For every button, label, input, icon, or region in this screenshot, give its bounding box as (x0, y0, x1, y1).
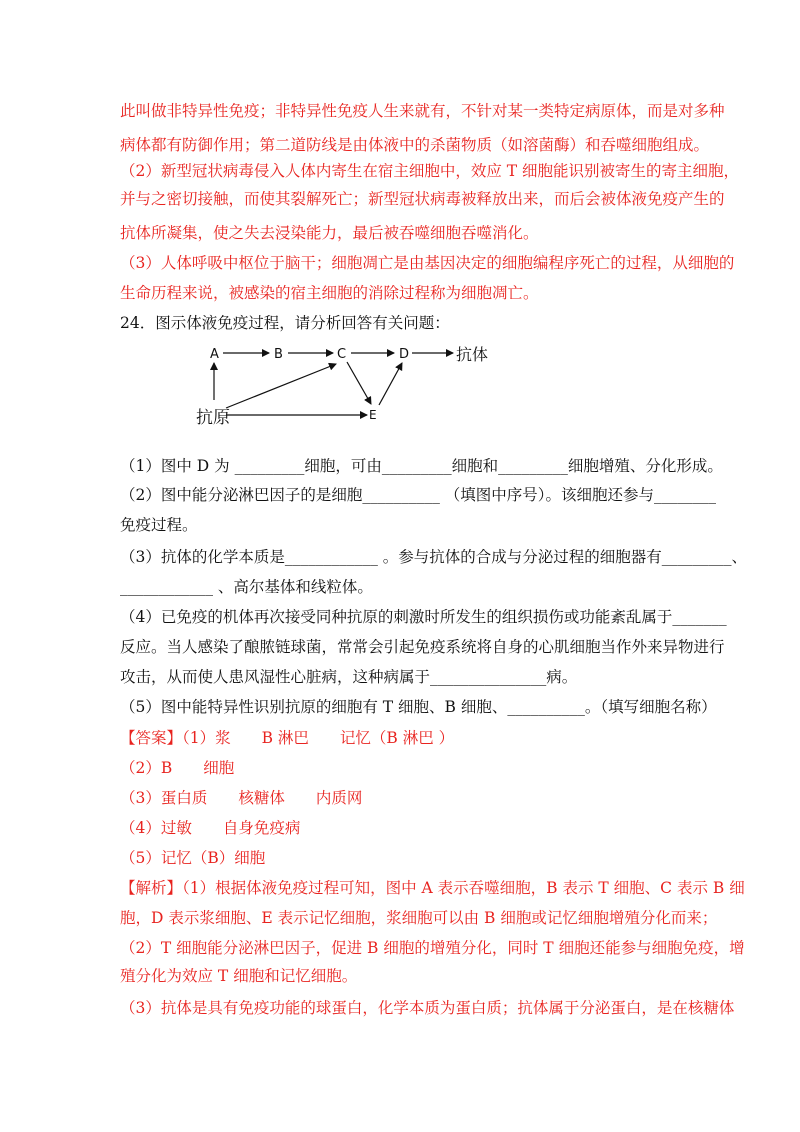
node-e: E (369, 408, 377, 422)
arrow-antigen-c (226, 364, 336, 408)
node-b: B (274, 347, 283, 362)
node-d: D (399, 347, 410, 362)
question-4-line-2: 反应。当人感染了酿脓链球菌，常常会引起免疫系统将自身的心肌细胞当作外来异物进行 (120, 638, 725, 656)
analysis-line-2: 胞，D 表示浆细胞、E 表示记忆细胞，浆细胞可以由 B 细胞或记忆细胞增殖分化而来； (120, 909, 718, 927)
question-2-line-1: （2）图中能分泌淋巴因子的是细胞__________ （填图中序号）。该细胞还参与________ (120, 486, 717, 504)
prev-answer-line-3: （2）新型冠状病毒侵入人体内寄生在宿主细胞中，效应 T 细胞能识别被寄生的寄主细胞， (120, 162, 740, 180)
prev-answer-line-6: （3）人体呼吸中枢位于脑干；细胞凋亡是由基因决定的细胞编程序死亡的过程，从细胞的 (120, 254, 735, 272)
answer-3: （3）蛋白质 核糖体 内质网 (120, 789, 363, 807)
question-5: （5）图中能特异性识别抗原的细胞有 T 细胞、B 细胞、__________。（填写细胞名称） (120, 698, 717, 716)
answer-4: （4）过敏 自身免疫病 (120, 819, 301, 837)
immune-process-diagram (190, 338, 510, 428)
analysis-line-5: （3）抗体是具有免疫功能的球蛋白，化学本质为蛋白质；抗体属于分泌蛋白，是在核糖体 (120, 999, 735, 1017)
analysis-line-3: （2）T 细胞能分泌淋巴因子，促进 B 细胞的增殖分化，同时 T 细胞还能参与细胞免疫，增 (120, 939, 745, 957)
question-3-line-1: （3）抗体的化学本质是____________ 。参与抗体的合成与分泌过程的细胞器有_________、 (120, 548, 748, 566)
analysis-line-1: 【解析】（1）根据体液免疫过程可知，图中 A 表示吞噬细胞，B 表示 T 细胞、C 表示 B 细 (120, 879, 745, 897)
prev-answer-line-4: 并与之密切接触，而使其裂解死亡；新型冠状病毒被释放出来，而后会被体液免疫产生的 (120, 190, 725, 208)
prev-answer-line-2: 病体都有防御作用；第二道防线是由体液中的杀菌物质（如溶菌酶）和吞噬细胞组成。 (120, 136, 710, 154)
prev-answer-line-5: 抗体所凝集，使之失去浸染能力，最后被吞噬细胞吞噬消化。 (120, 224, 539, 242)
question-1: （1）图中 D 为 _________细胞，可由_________细胞和_________细胞增殖、分化形成。 (120, 457, 723, 475)
node-a: A (210, 347, 219, 362)
question-4-line-1: （4）已免疫的机体再次接受同种抗原的刺激时所发生的组织损伤或功能紊乱属于_______ (120, 608, 727, 626)
question-3-line-2: ____________ 、高尔基体和线粒体。 (120, 578, 373, 596)
node-c: C (337, 347, 347, 362)
answer-2: （2）B 细胞 (120, 759, 235, 777)
answer-1: 【答案】（1）浆 B 淋巴 记忆（B 淋巴 ） (120, 729, 455, 747)
question-4-line-3: 攻击，从而使人患风湿性心脏病，这种病属于_______________病。 (120, 668, 578, 686)
prev-answer-line-1: 此叫做非特异性免疫；非特异性免疫人生来就有，不针对某一类特定病原体，而是对多种 (120, 102, 725, 120)
prev-answer-line-7: 生命历程来说，被感染的宿主细胞的消除过程称为细胞凋亡。 (120, 284, 539, 302)
antibody-label: 抗体 (456, 345, 489, 364)
antigen-label: 抗原 (196, 408, 230, 428)
question-title: 24．图示体液免疫过程，请分析回答有关问题： (120, 314, 450, 332)
question-2-line-2: 免疫过程。 (120, 516, 198, 534)
analysis-line-4: 殖分化为效应 T 细胞和记忆细胞。 (120, 967, 358, 985)
arrow-c-e (347, 362, 371, 404)
answer-5: （5）记忆（B）细胞 (120, 849, 266, 867)
arrow-e-d (379, 363, 402, 405)
